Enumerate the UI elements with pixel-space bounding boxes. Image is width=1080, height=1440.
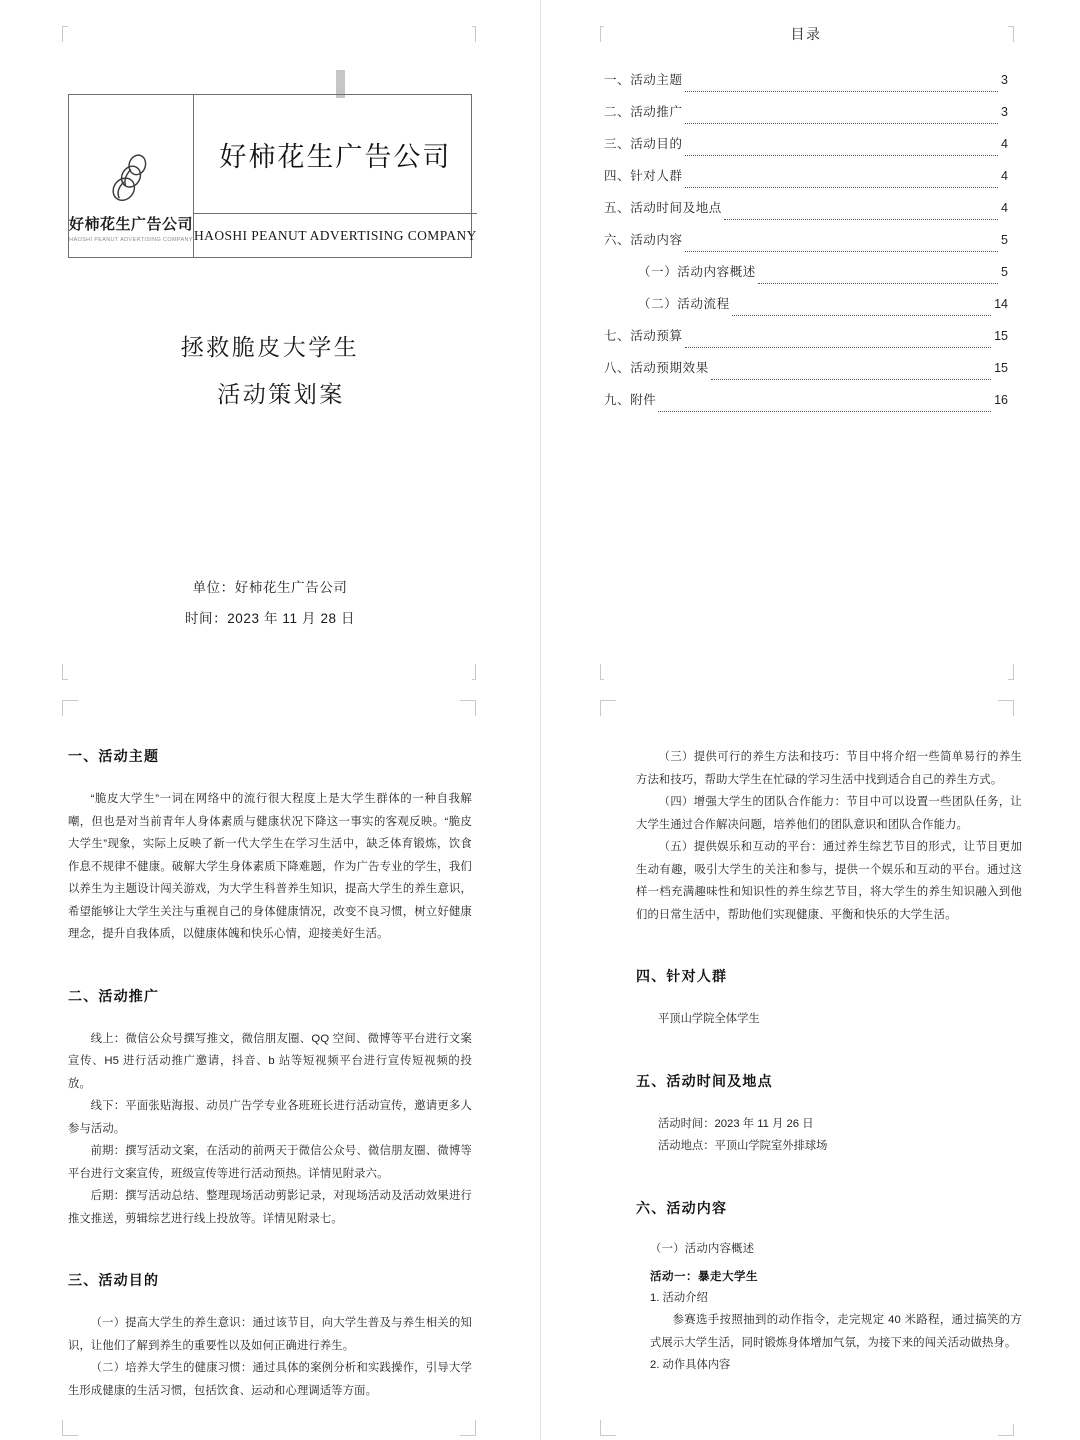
spacer [636,926,1022,966]
toc-entry[interactable] [604,64,1008,96]
heading-section-6: 六、活动内容 [636,1199,728,1216]
toc-leader-dots [758,283,998,284]
cover-page [68,24,477,684]
crop-mark-bodyright-bl [600,1420,616,1436]
toc-entry[interactable] [604,352,1008,384]
company-name-heading: 好柿花生广告公司 [219,141,452,172]
toc-entry-page: 3 [1001,73,1008,87]
section-3-item-2: （二）培养大学生的健康习惯：通过具体的案例分析和实践操作，引导大学生形成健康的生活习惯，包括饮食、运动和心理调适等方面。 [68,1362,472,1397]
logo-company-name-cn: 好柿花生广告公司 [69,216,194,233]
letterhead-logo-cell [69,95,194,257]
toc-entry[interactable] [604,160,1008,192]
logo-company-name-en: HAOSHI PEANUT ADVERTISING COMPANY [69,237,193,243]
company-name-english: HAOSHI PEANUT ADVERTISING COMPANY [194,213,477,257]
section-2-post-paragraph: 后期：撰写活动总结、整理现场活动剪影记录，对现场活动及活动效果进行推文推送，剪辑综艺进行线上投放等。详情见附录七。 [68,1190,472,1225]
toc-leader-dots [685,91,998,92]
letterhead-box [68,94,477,258]
heading-section-1: 一、活动主题 [68,748,160,764]
toc-leader-dots [685,123,998,124]
toc-page [604,24,1008,684]
toc-entry-label: 七、活动预算 [604,329,683,343]
toc-entry-page: 4 [1001,169,1008,183]
cover-unit: 单位：好柿花生广告公司 [192,580,348,595]
toc-entry-label: 九、附件 [604,393,657,407]
toc-entry-page: 5 [1001,265,1008,279]
heading-section-5: 五、活动时间及地点 [636,1072,773,1089]
toc-entry-page: 16 [994,393,1008,407]
activity-1-block [650,1268,1022,1377]
crop-mark-bodyright-tr [998,700,1014,716]
toc-entry-label: 四、针对人群 [604,169,683,183]
toc-entry-label: 八、活动预期效果 [604,361,709,375]
toc-leader-dots [724,219,998,220]
peanut-logo-icon [104,153,158,211]
activity-1-item-1: 1. 活动介绍 [650,1291,708,1304]
toc-leader-dots [711,379,991,380]
toc-leader-dots [685,155,998,156]
toc-entry-page: 3 [1001,105,1008,119]
toc-entry[interactable] [604,384,1008,416]
toc-entry-page: 15 [994,329,1008,343]
toc-leader-dots [685,251,998,252]
spacer [636,1158,1022,1198]
toc-entry-label: （二）活动流程 [638,297,730,311]
activity-1-description: 参赛选手按照抽到的动作指令，走完规定 40 米路程，通过搞笑的方式展示大学生活，同时锻炼身体增加气氛，为接下来的闯关活动做热身。 [650,1314,1022,1349]
cover-date: 时间：2023 年 11 月 28 日 [184,611,356,626]
letterhead-name-cell [194,95,477,257]
cover-meta [68,572,472,634]
crop-mark-bodyleft-tr [460,700,476,716]
section-2-online-paragraph: 线上：微信公众号撰写推文，微信朋友圈、QQ 空间、微博等平台进行文案宣传、H5 进行活动推广邀请，抖音、b 站等短视频平台进行宣传短视频的投放。 [68,1032,472,1090]
crop-mark-bodyright-tl [600,700,616,716]
toc-entry-label: 二、活动推广 [604,105,683,119]
toc-entry[interactable] [604,288,1008,320]
section-1-paragraph: “脆皮大学生”一词在网络中的流行很大程度上是大学生群体的一种自我解嘲，但也是对当前青年人身体素质与健康状况下降这一事实的客观反映。“脆皮大学生”现象，实际上反映了新一代大学生在学习生活中，缺乏体育锻炼，饮食作息不规律不健康。破解大学生身体素质下降难题，作为广告专业的学生，我们以养生为主题设计闯关游戏，为大学生科普养生知识，提高大学生的养生意识，希望能够让大学生关注与重视自己的身体健康情况，改变不良习惯，树立好健康理念，提升自我体质，以健康体魄和快乐心情，迎接美好生活。 [68,793,472,940]
heading-section-3: 三、活动目的 [68,1272,160,1288]
cover-title-line1: 拯救脆皮大学生 [180,334,360,360]
page-column-divider [540,0,541,1440]
spacer [68,946,472,986]
spacer [68,1230,472,1270]
toc-entry[interactable] [604,128,1008,160]
cover-title [68,324,472,418]
body-page-right [636,746,1022,1424]
cover-title-line2: 活动策划案 [217,381,345,407]
section-5-activity-place: 活动地点：平顶山学院室外排球场 [658,1140,828,1152]
activity-1-item-2: 2. 动作具体内容 [650,1359,731,1371]
toc-entry-label: （一）活动内容概述 [638,265,756,279]
page-row-divider [0,690,1080,691]
toc-entry[interactable] [604,96,1008,128]
toc-entry-page: 14 [994,297,1008,311]
crop-mark-bodyleft-tl [62,700,78,716]
activity-1-title: 活动一：暴走大学生 [650,1270,758,1283]
section-3-item-1: （一）提高大学生的养生意识：通过该节目，向大学生普及与养生相关的知识，让他们了解到养生的重要性以及如何正确进行养生。 [68,1317,472,1352]
toc-entry-label: 一、活动主题 [604,73,683,87]
section-4-target-audience: 平顶山学院全体学生 [658,1013,760,1025]
toc-entry[interactable] [604,224,1008,256]
toc-entry[interactable] [604,320,1008,352]
toc-entry-label: 五、活动时间及地点 [604,201,722,215]
toc-entry-page: 4 [1001,137,1008,151]
toc-leader-dots [685,187,998,188]
section-2-pre-paragraph: 前期：撰写活动文案，在活动的前两天于微信公众号、微信朋友圈、微博等平台进行文案宣传，班级宣传等进行活动预热。详情见附录六。 [68,1145,472,1180]
heading-section-4: 四、针对人群 [636,968,728,984]
spacer [636,1031,1022,1071]
body-page-left [68,746,472,1424]
section-6-subheading-1: （一）活动内容概述 [650,1242,755,1255]
toc-entry-label: 三、活动目的 [604,137,683,151]
section-3-item-4: （四）增强大学生的团队合作能力：节目中可以设置一些团队任务，让大学生通过合作解决问题，培养他们的团队意识和团队合作能力。 [636,796,1022,831]
section-2-offline-paragraph: 线下：平面张贴海报、动员广告学专业各班班长进行活动宣传，邀请更多人参与活动。 [68,1100,472,1135]
section-3-item-5: （五）提供娱乐和互动的平台：通过养生综艺节目的形式，让节目更加生动有趣，吸引大学生的关注和参与，提供一个娱乐和互动的平台。通过这样一档充满趣味性和知识性的养生综艺节目，将大学生的养生知识融入到他们的日常生活中，帮助他们实现健康、平衡和快乐的大学生活。 [636,841,1022,921]
toc-entry-page: 15 [994,361,1008,375]
section-3-item-3: （三）提供可行的养生方法和技巧：节目中将介绍一些简单易行的养生方法和技巧，帮助大学生在忙碌的学习生活中找到适合自己的养生方式。 [636,751,1022,786]
toc-entry-label: 六、活动内容 [604,233,683,247]
toc-entry-page: 4 [1001,201,1008,215]
toc-entry[interactable] [604,256,1008,288]
toc-entry[interactable] [604,192,1008,224]
toc-title: 目录 [790,26,822,42]
toc-list [604,64,1008,416]
toc-leader-dots [658,411,991,412]
toc-entry-page: 5 [1001,233,1008,247]
toc-leader-dots [732,315,991,316]
toc-leader-dots [685,347,991,348]
heading-section-2: 二、活动推广 [68,987,160,1004]
section-5-activity-time: 活动时间：2023 年 11 月 26 日 [658,1117,814,1130]
